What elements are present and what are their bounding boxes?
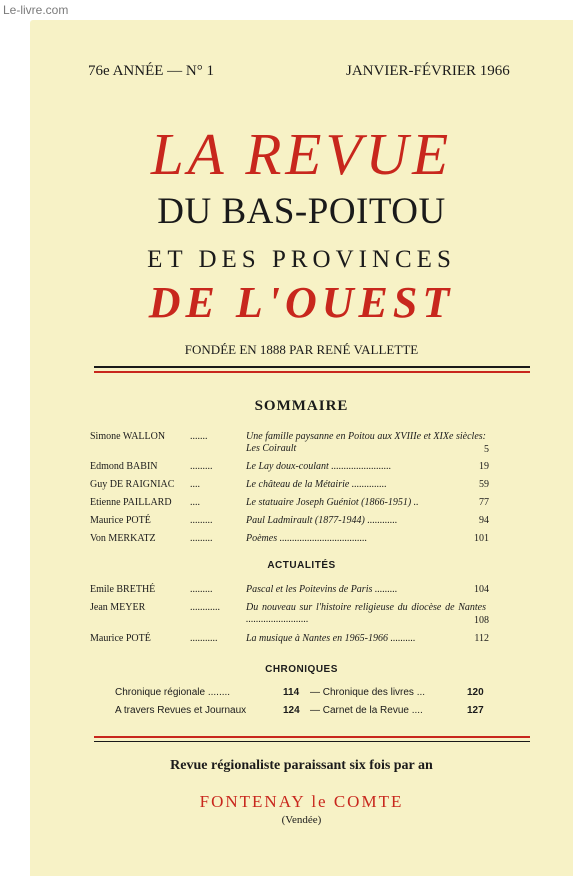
title-line-1: LA REVUE [150, 121, 453, 187]
issue-number: 76e ANNÉE — N° 1 [88, 63, 214, 79]
toc-leader: ......... [190, 584, 213, 595]
actualites-heading: ACTUALITÉS [267, 560, 336, 571]
chronique-left: Chronique régionale ........ [115, 687, 231, 698]
toc-page: 59 [479, 479, 489, 490]
toc-title: Le statuaire Joseph Guéniot (1866-1951) .. [246, 497, 419, 508]
toc-author: Maurice POTÉ [90, 515, 151, 526]
toc-row [30, 431, 573, 457]
toc-author: Edmond BABIN [90, 461, 158, 472]
toc-row [30, 584, 573, 598]
founded-line: FONDÉE EN 1888 PAR RENÉ VALLETTE [184, 342, 419, 357]
toc-row [30, 479, 573, 493]
toc-author: Maurice POTÉ [90, 633, 151, 644]
toc-author: Guy DE RAIGNIAC [90, 479, 175, 490]
divider-red [94, 736, 530, 738]
toc-row [30, 533, 573, 547]
toc-title: Du nouveau sur l'histoire religieuse du diocèse de Nantes ......................... [246, 602, 486, 625]
title-line-4: DE L'OUEST [148, 278, 455, 327]
chronique-right: — Carnet de la Revue .... [310, 705, 423, 716]
toc-title: La musique à Nantes en 1965-1966 .......... [246, 633, 416, 644]
toc-leader: ....... [190, 431, 208, 442]
chronique-left-page: 124 [283, 705, 300, 716]
toc-author: Jean MEYER [90, 602, 146, 613]
toc-leader: ......... [190, 533, 213, 544]
toc-leader: ......... [190, 461, 213, 472]
divider-black [94, 741, 530, 742]
toc-page: 104 [474, 584, 489, 595]
toc-page: 108 [474, 615, 489, 626]
divider-black [94, 366, 530, 368]
toc-author: Etienne PAILLARD [90, 497, 172, 508]
chronique-left: A travers Revues et Journaux [115, 705, 247, 716]
toc-leader: .... [190, 497, 200, 508]
publisher-dept: (Vendée) [281, 814, 322, 826]
toc-title: Une famille paysanne en Poitou aux XVIIIe et XIXe siècles: Les Coirault [246, 431, 486, 454]
divider-red [94, 371, 530, 373]
toc-row [30, 602, 573, 628]
toc-row [30, 633, 573, 647]
toc-title: Paul Ladmirault (1877-1944) ............ [246, 515, 398, 526]
toc-author: Von MERKATZ [90, 533, 156, 544]
toc-leader: ............ [190, 602, 220, 613]
toc-leader: ........... [190, 633, 218, 644]
toc-page: 19 [479, 461, 489, 472]
publisher-city: FONTENAY le COMTE [199, 792, 404, 811]
toc-title: Pascal et les Poitevins de Paris ......... [246, 584, 398, 595]
tagline: Revue régionaliste paraissant six fois par an [170, 758, 433, 773]
toc-author: Simone WALLON [90, 431, 166, 442]
chronique-right-page: 120 [467, 687, 484, 698]
toc-row [30, 497, 573, 511]
chronique-right-page: 127 [467, 705, 484, 716]
issue-date: JANVIER-FÉVRIER 1966 [346, 63, 510, 79]
toc-leader: .... [190, 479, 200, 490]
chronique-right: — Chronique des livres ... [310, 687, 426, 698]
title-line-3: ET DES PROVINCES [147, 246, 456, 273]
magazine-cover [30, 20, 573, 876]
toc-page: 112 [474, 633, 489, 644]
toc-title: Poèmes ................................... [246, 533, 368, 544]
watermark: Le-livre.com [3, 3, 69, 17]
sommaire-heading: SOMMAIRE [254, 398, 349, 414]
toc-leader: ......... [190, 515, 213, 526]
toc-title: Le château de la Métairie .............. [246, 479, 387, 490]
toc-title: Le Lay doux-coulant ........................ [246, 461, 392, 472]
toc-page: 94 [479, 515, 489, 526]
chroniques-heading: CHRONIQUES [265, 664, 338, 675]
toc-page: 5 [484, 444, 489, 455]
toc-page: 101 [474, 533, 489, 544]
toc-page: 77 [479, 497, 489, 508]
toc-author: Emile BRETHÉ [90, 584, 156, 595]
toc-row [30, 461, 573, 475]
toc-row [30, 515, 573, 529]
title-line-2: DU BAS-POITOU [157, 191, 446, 232]
chronique-left-page: 114 [283, 687, 300, 698]
